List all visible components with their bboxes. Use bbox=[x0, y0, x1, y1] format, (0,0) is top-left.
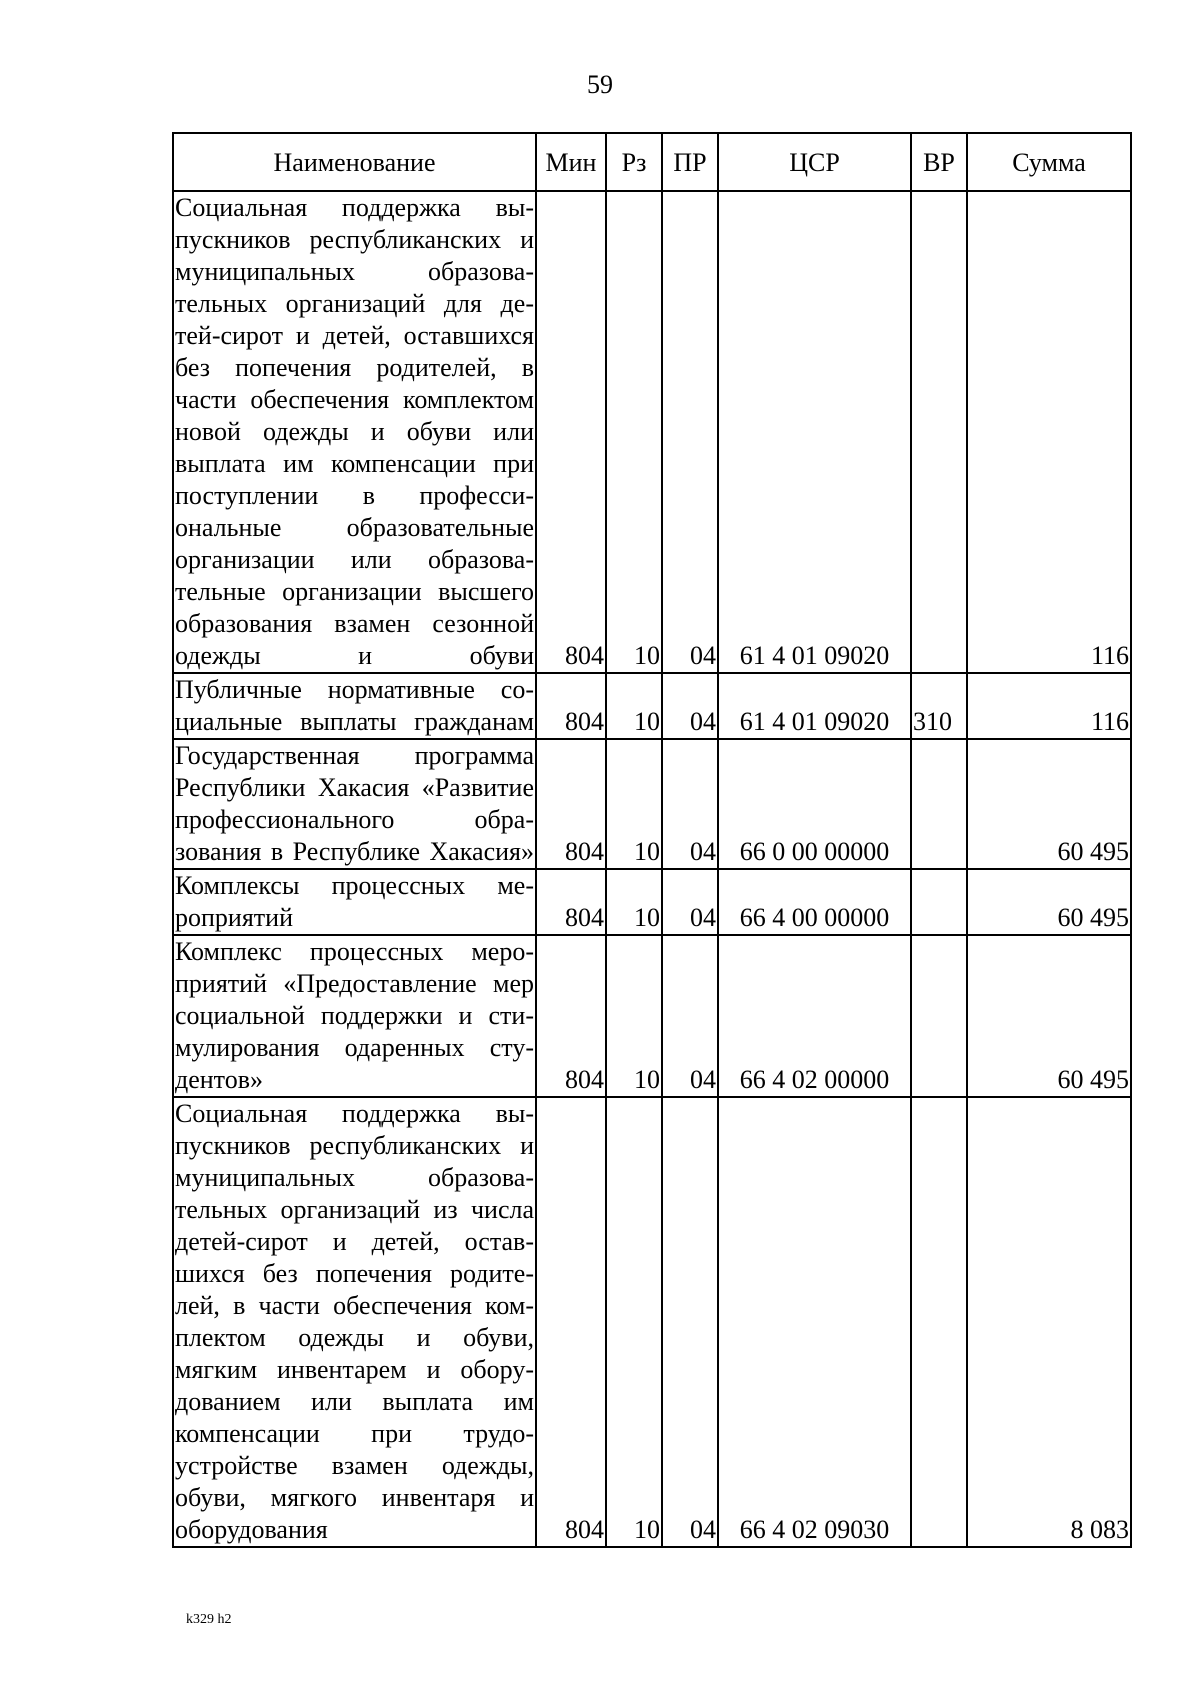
footer-code: k329 h2 bbox=[186, 1612, 232, 1627]
table-row bbox=[173, 191, 1131, 673]
row-csr: 61 4 01 09020 bbox=[718, 191, 911, 673]
row-rz: 10 bbox=[606, 191, 662, 673]
table-row bbox=[173, 673, 1131, 739]
row-name: Социальная поддержка выпускников республиканских и муниципальных образовательных организаций из числа детей-сирот и детей, оставшихся без попечения родителей, в части обеспечения комплектом одежды и обуви, мягким инвентарем и оборудованием или выплата им компенсации при трудоустройстве взамен одежды, обуви, мягкого инвентаря и оборудования bbox=[173, 1097, 536, 1547]
row-sum: 116 bbox=[967, 673, 1131, 739]
row-min: 804 bbox=[536, 739, 606, 869]
row-rz: 10 bbox=[606, 869, 662, 935]
row-name: Государственная программа Республики Хакасия «Развитие профессионального образования в Республике Хакасия» bbox=[173, 739, 536, 869]
row-pr: 04 bbox=[662, 673, 718, 739]
row-rz: 10 bbox=[606, 739, 662, 869]
table-row bbox=[173, 739, 1131, 869]
page-number: 59 bbox=[587, 70, 613, 99]
row-name: Комплексы процессных мероприятий bbox=[173, 869, 536, 935]
row-sum: 60 495 bbox=[967, 739, 1131, 869]
table-row bbox=[173, 869, 1131, 935]
row-csr: 66 4 02 09030 bbox=[718, 1097, 911, 1547]
row-pr: 04 bbox=[662, 1097, 718, 1547]
row-csr: 66 4 00 00000 bbox=[718, 869, 911, 935]
row-rz: 10 bbox=[606, 935, 662, 1097]
header-rz: Рз bbox=[606, 133, 662, 191]
row-pr: 04 bbox=[662, 869, 718, 935]
row-pr: 04 bbox=[662, 191, 718, 673]
row-vr bbox=[911, 869, 967, 935]
table-row bbox=[173, 1097, 1131, 1547]
table-header-row bbox=[173, 133, 1131, 191]
row-min: 804 bbox=[536, 673, 606, 739]
row-sum: 60 495 bbox=[967, 869, 1131, 935]
row-min: 804 bbox=[536, 869, 606, 935]
row-vr bbox=[911, 739, 967, 869]
row-min: 804 bbox=[536, 1097, 606, 1547]
header-pr: ПР bbox=[662, 133, 718, 191]
table-row bbox=[173, 935, 1131, 1097]
row-csr: 61 4 01 09020 bbox=[718, 673, 911, 739]
row-csr: 66 0 00 00000 bbox=[718, 739, 911, 869]
header-vr: ВР bbox=[911, 133, 967, 191]
row-pr: 04 bbox=[662, 935, 718, 1097]
row-vr bbox=[911, 1097, 967, 1547]
row-csr: 66 4 02 00000 bbox=[718, 935, 911, 1097]
header-csr: ЦСР bbox=[718, 133, 911, 191]
row-vr bbox=[911, 935, 967, 1097]
row-vr bbox=[911, 191, 967, 673]
row-pr: 04 bbox=[662, 739, 718, 869]
row-name: Комплекс процессных мероприятий «Предоставление мер социальной поддержки и стимулирования одаренных студентов» bbox=[173, 935, 536, 1097]
row-name: Публичные нормативные социальные выплаты гражданам bbox=[173, 673, 536, 739]
row-min: 804 bbox=[536, 191, 606, 673]
header-min: Мин bbox=[536, 133, 606, 191]
row-sum: 8 083 bbox=[967, 1097, 1131, 1547]
header-sum: Сумма bbox=[967, 133, 1131, 191]
row-sum: 60 495 bbox=[967, 935, 1131, 1097]
row-name: Социальная поддержка выпускников республиканских и муниципальных образовательных организаций для детей-сирот и детей, оставшихся без попечения родителей, в части обеспечения комплектом новой одежды и обуви или выплата им компенсации при поступлении в профессиональные образовательные организации или образовательные организации высшего образования взамен сезонной одежды и обуви bbox=[173, 191, 536, 673]
row-sum: 116 bbox=[967, 191, 1131, 673]
row-rz: 10 bbox=[606, 1097, 662, 1547]
budget-table bbox=[172, 132, 1132, 1548]
row-rz: 10 bbox=[606, 673, 662, 739]
row-vr: 310 bbox=[911, 673, 967, 739]
header-name: Наименование bbox=[173, 133, 536, 191]
row-min: 804 bbox=[536, 935, 606, 1097]
